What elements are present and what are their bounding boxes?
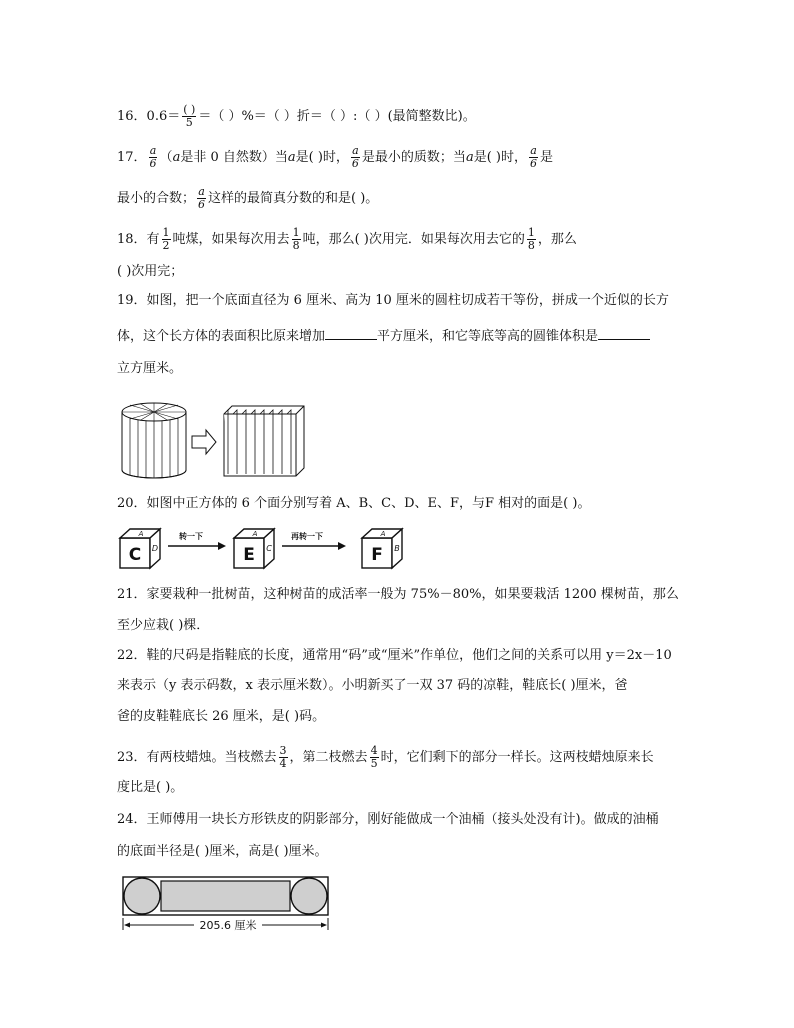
question-22-line3: 爸的皮鞋鞋底长 26 厘米，是( )码。 <box>117 709 326 724</box>
dimension-label: 205.6 厘米 <box>199 919 257 932</box>
cube-3 <box>362 529 402 568</box>
cube-1 <box>120 529 160 568</box>
svg-text:转一下: 转一下 <box>179 532 203 541</box>
cube-2 <box>234 529 274 568</box>
question-17-line2: 最小的合数； $\frac{a}{6}$ 这样的最简真分数的和是( )。 <box>117 185 379 211</box>
svg-text:B: B <box>394 544 400 553</box>
q19-blank-2 <box>598 327 650 340</box>
question-21-line2: 至少应栽( )棵． <box>117 618 210 633</box>
svg-text:D: D <box>151 544 159 553</box>
cube-rotation-figure <box>118 526 418 572</box>
svg-text:再转一下: 再转一下 <box>291 532 323 541</box>
question-22-line2: 来表示（y 表示码数，x 表示厘米数）。小明新买了一双 37 码的凉鞋，鞋底长( )厘米，爸 <box>117 678 628 693</box>
q16-prefix: 16．0.6＝ <box>117 109 181 124</box>
question-22-line1: 22．鞋的尺码是指鞋底的长度，通常用“码”或“厘米”作单位，他们之间的关系可以用 y＝2x－10 <box>117 648 672 663</box>
question-21-line1: 21．家要栽种一批树苗，这种树苗的成活率一般为 75%－80%，如果要栽活 1200 棵树苗，那么 <box>117 587 679 602</box>
question-23-line2: 度比是( )。 <box>117 780 184 795</box>
sliced-cylinder <box>122 403 186 478</box>
question-23-line1: 23．有两枝蜡烛。当枝燃去 $\frac{3}{4}$ ，第二枝燃去 $\frac{4}{5}$ 时，它们剩下的部分一样长。这两枝蜡烛原来长 <box>117 744 654 770</box>
q17-fraction-a6: $\frac{a}{6}$ <box>149 144 157 170</box>
svg-text:F: F <box>371 545 383 565</box>
question-19-line2: 体，这个长方体的表面积比原来增加 平方厘米，和它等底等高的圆锥体积是 <box>117 327 650 346</box>
oil-barrel-net-figure <box>120 874 332 936</box>
question-16 <box>117 104 476 129</box>
question-20: 20．如图中正方体的 6 个面分别写着 A、B、C、D、E、F，与F 相对的面是( )。 <box>117 496 591 511</box>
question-24-line2: 的底面半径是( )厘米，高是( )厘米。 <box>117 844 328 859</box>
svg-text:A: A <box>380 530 386 538</box>
svg-text:E: E <box>243 545 255 565</box>
question-19-line1: 19．如图，把一个底面直径为 6 厘米、高为 10 厘米的圆柱切成若干等份，拼成一个近似的长方 <box>117 293 669 308</box>
svg-text:C: C <box>266 544 272 553</box>
q16-fraction: $\frac{( )}{5}$ <box>183 103 196 129</box>
question-19-line3: 立方厘米。 <box>117 361 183 376</box>
svg-text:C: C <box>128 545 142 565</box>
arrow-1 <box>168 531 226 550</box>
question-24-line1: 24．王师傅用一块长方形铁皮的阴影部分，刚好能做成一个油桶（接头处没有计)。做成的油桶 <box>117 812 659 827</box>
q19-blank-1 <box>325 327 377 340</box>
question-18-line1: 18．有 $\frac{1}{2}$ 吨煤，如果每次用去 $\frac{1}{8}$ 吨，那么( )次用完．如果每次用去它的 $\frac{1}{8}$ ，那么 <box>117 226 577 252</box>
arrow-2 <box>282 531 346 550</box>
q16-rest: ＝（ ）%＝（ ）折＝（ ）:（ ）(最简整数比)。 <box>198 109 476 124</box>
question-18-line2: ( )次用完； <box>117 264 184 279</box>
cylinder-cut-figure <box>118 398 308 480</box>
approx-cuboid <box>224 406 304 476</box>
svg-text:A: A <box>138 530 144 538</box>
question-17-line1: 17． $\frac{a}{6}$ （a是非 0 自然数）当a是( )时， $\frac{a}{6}$ 是最小的质数；当a是( )时， $\frac{a}{6}$ 是 <box>117 144 553 170</box>
arrow-right-icon <box>192 430 216 454</box>
svg-text:A: A <box>252 530 258 538</box>
